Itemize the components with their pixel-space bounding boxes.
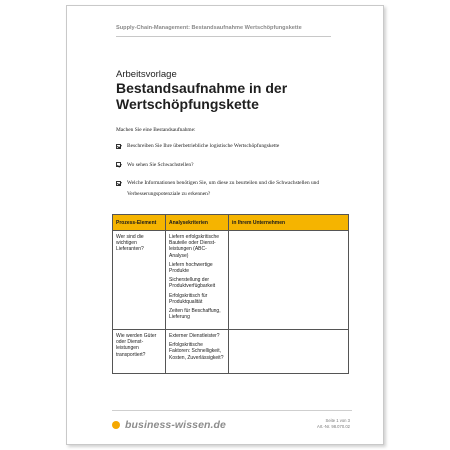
checklist [116, 141, 351, 199]
process-element-cell: Wie werden Güter oder Dienst-leistungen transportiert? [113, 330, 166, 374]
brand-name: business-wissen.de [125, 419, 227, 431]
process-element-cell: Wer sind die wichtigen Lieferanten? [113, 231, 166, 330]
criterion: Sicherstellung der Produktverfügbarkeit [169, 277, 216, 290]
table-row [113, 330, 349, 374]
table-header-row [113, 215, 349, 231]
criterion: Liefern hochwertige Produkte [169, 261, 213, 275]
checkbox-checked-icon [116, 144, 121, 149]
criterion: Zeiten für Beschaffung, Lieferung [169, 308, 221, 321]
column-header: in Ihrem Unternehmen [229, 215, 349, 231]
checklist-item-text: Wo sehen Sie Schwachstellen? [127, 161, 194, 168]
checkbox-checked-icon [116, 162, 121, 167]
checklist-item-text: Beschreiben Sie Ihre überbetriebliche logistische Wertschöpfungskette [127, 143, 280, 149]
criterion: Externer Dienstleister? [169, 333, 220, 339]
checklist-item [116, 141, 351, 152]
company-cell[interactable] [229, 231, 349, 330]
analysis-table [112, 214, 349, 374]
checklist-item [116, 160, 351, 171]
running-header: Supply-Chain-Management: Bestandsaufnahme Wertschöpfungskette [116, 25, 302, 31]
page-info [317, 418, 350, 430]
article-number: Art.-Nr. 98.070.02 [316, 424, 350, 429]
column-header: Analysekriterien [166, 215, 229, 231]
checkbox-checked-icon [116, 181, 121, 186]
document-page [66, 5, 384, 445]
brand-dot-icon [112, 421, 120, 429]
document-title: Bestandsaufnahme in der Wertschöpfungskette [116, 80, 288, 112]
table-row [113, 231, 349, 330]
criteria-cell [166, 330, 229, 374]
company-cell[interactable] [229, 330, 349, 374]
footer-divider [112, 410, 352, 411]
criteria-cell [166, 231, 229, 330]
criterion: Erfolgskritisch für Produktqualität [169, 292, 208, 305]
brand-logo [112, 419, 226, 431]
header-divider [116, 36, 331, 37]
document-kicker: Arbeitsvorlage [116, 69, 177, 80]
page-number: Seite 1 von 3 [325, 418, 350, 423]
checklist-item-text: Welche Informationen benötigen Sie, um diese zu beurteilen und die Schwachstellen und Verbesserungspotenziale zu erkennen? [127, 180, 320, 197]
criterion: Liefern erfolgskritische Bauteile oder Dienst-leistungen (ABC-Analyse) [169, 234, 220, 259]
checklist-item [116, 178, 351, 199]
intro-text: Machen Sie eine Bestandsaufnahme: [116, 127, 196, 133]
column-header: Prozess-Element [113, 215, 166, 231]
criterion: Erfolgskritische Faktoren: Schnelligkeit, Kosten, Zuverlässigkeit? [169, 342, 224, 361]
